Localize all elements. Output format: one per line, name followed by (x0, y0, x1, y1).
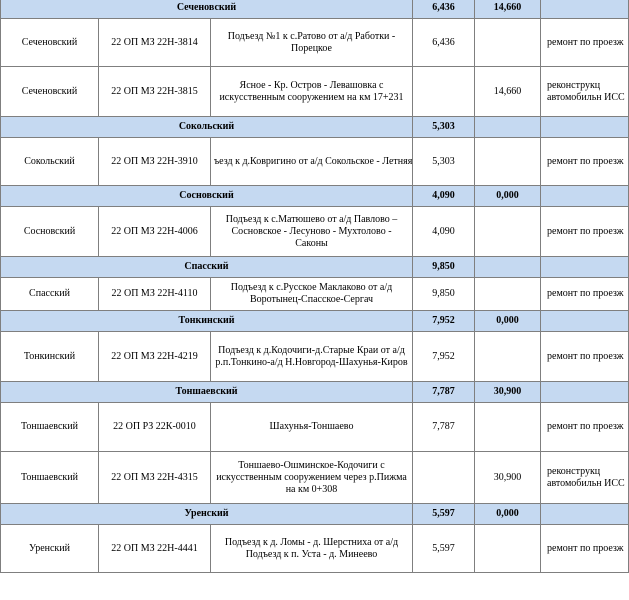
district-subtotal-empty (541, 257, 629, 278)
rebuild-length-cell (475, 138, 541, 186)
district-subtotal-rebuild: 14,660 (475, 0, 541, 19)
work-type-cell: ремонт по проезж (541, 525, 629, 573)
length-cell: 5,597 (413, 525, 475, 573)
district-subtotal-name: Спасский (1, 257, 413, 278)
district-cell: Сокольский (1, 138, 99, 186)
road-name-cell: Ясное - Кр. Остров - Левашовка с искусственным сооружением на км 17+231 (211, 67, 413, 117)
road-name-cell: ъезд к д.Ковригино от а/д Сокольское - Летняя (211, 138, 413, 186)
district-subtotal-row (1, 311, 629, 332)
district-cell: Сосновский (1, 207, 99, 257)
table-row (1, 525, 629, 573)
table-body (1, 0, 629, 573)
district-subtotal-empty (541, 0, 629, 19)
road-name-cell: Шахунья-Тоншаево (211, 403, 413, 452)
district-cell: Тоншаевский (1, 452, 99, 504)
work-type-cell: ремонт по проезж (541, 332, 629, 382)
district-cell: Тонкинский (1, 332, 99, 382)
table-row (1, 67, 629, 117)
road-code-cell: 22 ОП МЗ 22Н-4441 (99, 525, 211, 573)
work-type-cell: ремонт по проезж (541, 278, 629, 311)
district-subtotal-name: Сосновский (1, 186, 413, 207)
district-subtotal-rebuild (475, 257, 541, 278)
road-name-cell: Подъезд №1 к с.Ратово от а/д Работки - Порецкое (211, 19, 413, 67)
table-row (1, 19, 629, 67)
road-code-cell: 22 ОП МЗ 22Н-4219 (99, 332, 211, 382)
table-row (1, 138, 629, 186)
rebuild-length-cell (475, 207, 541, 257)
district-subtotal-name: Тонкинский (1, 311, 413, 332)
work-type-cell: реконструкц автомобильн ИСС (541, 452, 629, 504)
district-subtotal-row (1, 382, 629, 403)
length-cell (413, 452, 475, 504)
district-cell: Уренский (1, 525, 99, 573)
road-code-cell: 22 ОП МЗ 22Н-4110 (99, 278, 211, 311)
length-cell: 4,090 (413, 207, 475, 257)
district-subtotal-empty (541, 504, 629, 525)
length-cell: 9,850 (413, 278, 475, 311)
table-row (1, 278, 629, 311)
district-subtotal-row (1, 257, 629, 278)
rebuild-length-cell (475, 278, 541, 311)
district-subtotal-rebuild (475, 117, 541, 138)
length-cell (413, 67, 475, 117)
district-cell: Сеченовский (1, 67, 99, 117)
district-subtotal-rebuild: 0,000 (475, 311, 541, 332)
district-subtotal-length: 7,952 (413, 311, 475, 332)
rebuild-length-cell: 14,660 (475, 67, 541, 117)
road-name-cell: Тоншаево-Ошминское-Кодочиги с искусственным сооружением через р.Пижма на км 0+308 (211, 452, 413, 504)
road-code-cell: 22 ОП МЗ 22Н-3814 (99, 19, 211, 67)
work-type-cell: ремонт по проезж (541, 138, 629, 186)
work-type-cell: реконструкц автомобильн ИСС (541, 67, 629, 117)
district-subtotal-length: 5,303 (413, 117, 475, 138)
district-subtotal-length: 7,787 (413, 382, 475, 403)
length-cell: 7,787 (413, 403, 475, 452)
district-subtotal-name: Тоншаевский (1, 382, 413, 403)
district-cell: Тоншаевский (1, 403, 99, 452)
table-row (1, 452, 629, 504)
district-subtotal-empty (541, 311, 629, 332)
district-subtotal-empty (541, 382, 629, 403)
district-subtotal-name: Сокольский (1, 117, 413, 138)
district-subtotal-length: 9,850 (413, 257, 475, 278)
district-subtotal-row (1, 117, 629, 138)
work-type-cell: ремонт по проезж (541, 403, 629, 452)
district-subtotal-empty (541, 117, 629, 138)
road-code-cell: 22 ОП МЗ 22Н-4006 (99, 207, 211, 257)
work-type-cell: ремонт по проезж (541, 207, 629, 257)
rebuild-length-cell (475, 332, 541, 382)
district-subtotal-name: Уренский (1, 504, 413, 525)
road-code-cell: 22 ОП МЗ 22Н-4315 (99, 452, 211, 504)
length-cell: 7,952 (413, 332, 475, 382)
district-subtotal-row (1, 186, 629, 207)
district-subtotal-rebuild: 0,000 (475, 504, 541, 525)
district-cell: Спасский (1, 278, 99, 311)
length-cell: 6,436 (413, 19, 475, 67)
district-subtotal-rebuild: 30,900 (475, 382, 541, 403)
road-name-cell: Подъезд к с.Матюшево от а/д Павлово – Сосновское - Лесуново - Мухтолово - Саконы (211, 207, 413, 257)
district-subtotal-row (1, 504, 629, 525)
road-code-cell: 22 ОП МЗ 22Н-3815 (99, 67, 211, 117)
rebuild-length-cell (475, 19, 541, 67)
table-row (1, 403, 629, 452)
district-subtotal-name: Сеченовский (1, 0, 413, 19)
road-name-cell: Подъезд к д.Кодочиги-д.Старые Краи от а/д р.п.Тонкино-а/д Н.Новгород-Шахунья-Киров (211, 332, 413, 382)
district-subtotal-rebuild: 0,000 (475, 186, 541, 207)
district-subtotal-row (1, 0, 629, 19)
rebuild-length-cell (475, 403, 541, 452)
district-subtotal-length: 5,597 (413, 504, 475, 525)
district-subtotal-length: 6,436 (413, 0, 475, 19)
road-name-cell: Подъезд к с.Русское Маклаково от а/д Воротынец-Спасское-Сергач (211, 278, 413, 311)
district-subtotal-empty (541, 186, 629, 207)
rebuild-length-cell (475, 525, 541, 573)
road-name-cell: Подъезд к д. Ломы - д. Шерстниха от а/д Подъезд к п. Уста - д. Минеево (211, 525, 413, 573)
road-code-cell: 22 ОП МЗ 22Н-3910 (99, 138, 211, 186)
work-type-cell: ремонт по проезж (541, 19, 629, 67)
table-row (1, 332, 629, 382)
road-code-cell: 22 ОП РЗ 22К-0010 (99, 403, 211, 452)
district-cell: Сеченовский (1, 19, 99, 67)
rebuild-length-cell: 30,900 (475, 452, 541, 504)
length-cell: 5,303 (413, 138, 475, 186)
table-row (1, 207, 629, 257)
district-subtotal-length: 4,090 (413, 186, 475, 207)
